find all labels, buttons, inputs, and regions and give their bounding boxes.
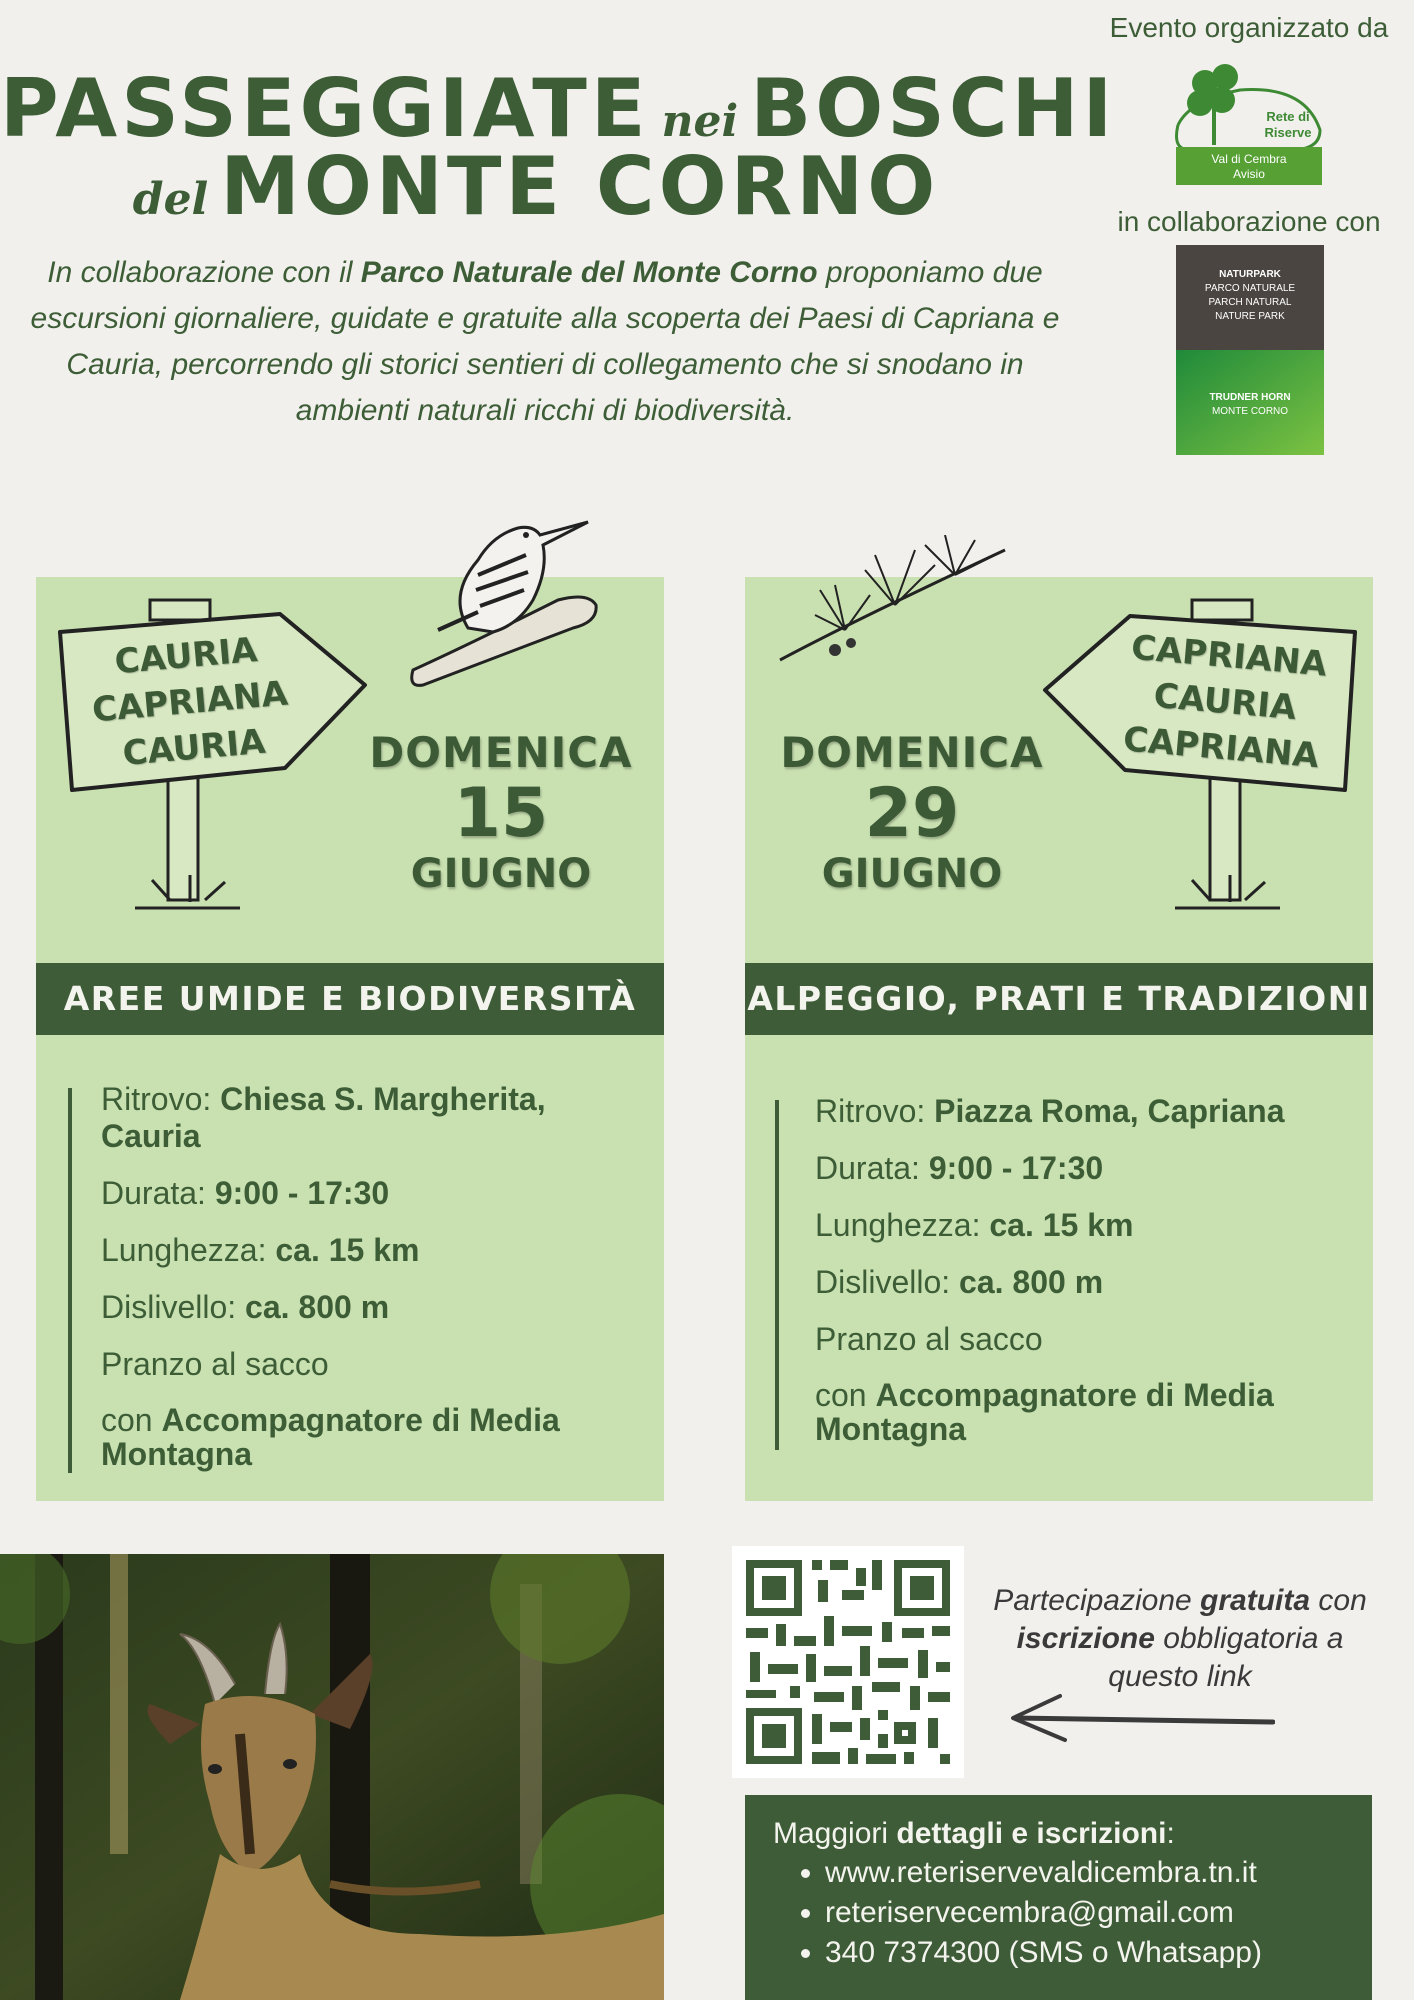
event-1-length-value: ca. 15 km [275,1232,420,1268]
event-2-length-label: Lunghezza: [815,1207,990,1243]
event-1-day: 15 [453,774,549,853]
pine-branch-icon [775,535,1010,670]
event-2-duration-value: 9:00 - 17:30 [928,1150,1104,1186]
sign-2-line-2: CAURIA [1152,675,1298,729]
contact-phone[interactable]: • 340 7374300 (SMS o Whatsapp) [825,1933,1262,1973]
event-2-lunch: Pranzo al sacco [815,1321,1043,1357]
logo2-line-1: NATURPARK [1219,269,1281,280]
naturpark-logo [1176,245,1324,455]
contact-box [745,1795,1372,2000]
contact-heading-post: : [1166,1817,1175,1850]
event-1-guide [101,1403,621,1471]
event-1-elevation [101,1289,621,1326]
cta-part-3: obbligatoria a questo link [1108,1622,1344,1693]
logo1-text2: Riserve [1264,125,1312,140]
contact-website[interactable]: • www.reteriservevaldicembra.tn.it [825,1853,1262,1893]
cta-part-2: con [1310,1584,1367,1617]
event-2-elevation-value: ca. 800 m [959,1264,1104,1300]
collaboration-label: in collaborazione con [1117,206,1381,237]
event-1-details [101,1081,621,1491]
qr-code[interactable] [732,1546,964,1778]
cta-bold-1: gratuita [1200,1584,1311,1617]
cta-bold-2: iscrizione [1016,1622,1155,1655]
intro-pre: In collaborazione con il [47,256,361,289]
event-1-elevation-label: Dislivello: [101,1289,246,1325]
event-2-meeting-value: Piazza Roma, Capriana [934,1093,1285,1129]
event-2-date [762,728,1062,897]
sign-1-line-2: CAPRIANA [90,673,290,731]
event-2-guide [815,1378,1335,1446]
event-1-length-label: Lunghezza: [101,1232,276,1268]
event-2-guide-value: Accompagnatore di Media Montagna [815,1377,1274,1447]
intro-paragraph [30,250,1060,434]
event-2-length [815,1207,1335,1244]
event-2-meeting-label: Ritrovo: [815,1093,935,1129]
woodpecker-icon [408,500,598,690]
goat-photo [0,1554,664,2000]
intro-post: proponiamo due escursioni giornaliere, guidate e gratuite alla scoperta dei Paesi di Capriana e Cauria, percorrendo gli storici sentieri di collegamento che si snodano in ambienti naturali ricchi di biodiversità. [30,256,1060,427]
event-1-duration-value: 9:00 - 17:30 [214,1175,390,1211]
sign-1-line-1: CAURIA [113,630,259,683]
event-1-meeting [101,1081,621,1155]
contact-heading [773,1817,1175,1851]
sign-1-line-3: CAURIA [121,721,267,774]
event-1-guide-pre: con [101,1402,162,1438]
event-1-guide-value: Accompagnatore di Media Montagna [101,1402,560,1472]
event-1-duration-label: Durata: [101,1175,215,1211]
logo2-bottom-1: TRUDNER HORN [1209,392,1291,403]
event-1-lunch: Pranzo al sacco [101,1346,329,1382]
sign-2-text [1085,621,1366,782]
title-word-monte-corno: MONTE CORNO [220,140,940,233]
event-1-length [101,1232,621,1269]
event-1-meeting-label: Ritrovo: [101,1081,221,1117]
event-1-elevation-value: ca. 800 m [245,1289,390,1325]
contact-heading-bold: dettagli e iscrizioni [896,1817,1167,1850]
event-2-theme: ALPEGGIO, PRATI E TRADIZIONI [745,963,1373,1035]
registration-cta [975,1582,1385,1696]
sign-2-line-1: CAPRIANA [1129,627,1329,685]
event-1-theme: AREE UMIDE E BIODIVERSITÀ [36,963,664,1035]
logo2-line-3: PARCH NATURAL [1208,297,1292,308]
logo1-text1: Rete di [1266,109,1310,124]
logo2-bottom-2: MONTE CORNO [1211,406,1289,417]
event-2-guide-pre: con [815,1377,876,1413]
event-1-date [351,728,651,897]
event-2-elevation [815,1264,1335,1301]
intro-park-name: Parco Naturale del Monte Corno [360,256,818,289]
event-2-day-label: DOMENICA [780,728,1044,777]
event-2-month: GIUGNO [821,851,1003,897]
clover-icon [1187,64,1238,145]
title-word-boschi: BOSCHI [750,62,1117,155]
logo2-line-4: NATURE PARK [1215,311,1285,322]
event-2-day: 29 [864,774,960,853]
contact-list [773,1853,1262,1973]
event-2-length-value: ca. 15 km [989,1207,1134,1243]
event-1-divider [68,1088,72,1473]
event-2-meeting [815,1093,1335,1130]
contact-heading-pre: Maggiori [773,1817,897,1850]
rete-riserve-logo [1170,55,1325,187]
event-2-elevation-label: Dislivello: [815,1264,960,1300]
sign-2-line-3: CAPRIANA [1121,719,1321,777]
event-1-meeting-value: Chiesa S. Margherita, Cauria [101,1081,546,1154]
sign-1-text [49,621,330,782]
logo2-line-2: PARCO NATURALE [1204,283,1296,294]
title-word-del: del [132,174,209,225]
event-1-duration [101,1175,621,1212]
cta-part-1: Partecipazione [993,1584,1201,1617]
contact-email[interactable]: • reteriservecembra@gmail.com [825,1893,1262,1933]
title-word-nei: nei [661,96,739,147]
logo1-banner2: Avisio [1233,167,1265,181]
arrow-left-icon [1005,1692,1275,1744]
event-1-day-label: DOMENICA [369,728,633,777]
event-2-details [815,1093,1335,1466]
event-1-month: GIUGNO [410,851,592,897]
event-2-divider [775,1100,779,1450]
organized-by-label: Evento organizzato da [1109,12,1389,43]
event-2-duration [815,1150,1335,1187]
title-word-passeggiate: PASSEGGIATE [0,62,650,155]
logo1-banner1: Val di Cembra [1211,152,1287,166]
event-2-duration-label: Durata: [815,1150,929,1186]
title-line-2 [0,140,1060,233]
